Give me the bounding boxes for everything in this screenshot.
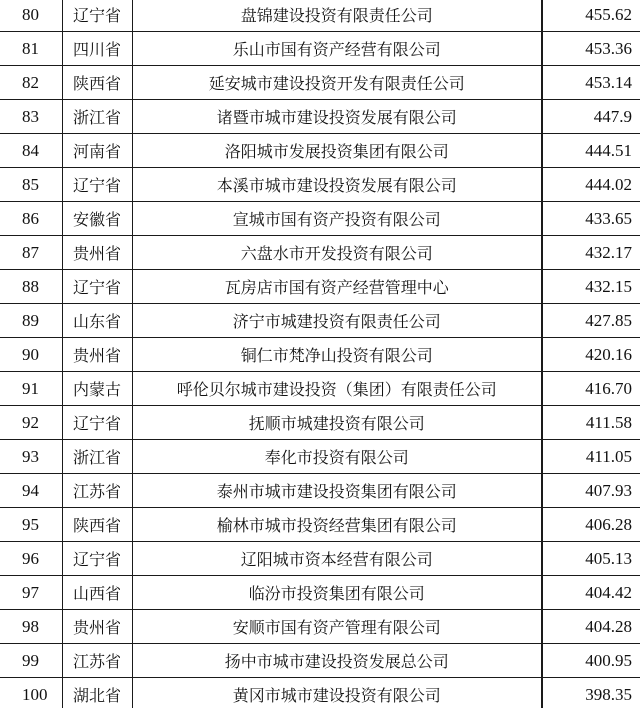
rank-cell: 85	[0, 168, 62, 202]
rank-cell: 92	[0, 406, 62, 440]
table-row	[0, 100, 640, 134]
province-cell: 辽宁省	[62, 406, 132, 440]
company-cell: 本溪市城市建设投资发展有限公司	[132, 168, 542, 202]
company-cell: 济宁市城建投资有限责任公司	[132, 304, 542, 338]
value-cell: 400.95	[542, 644, 640, 678]
province-cell: 内蒙古	[62, 372, 132, 406]
value-cell: 444.02	[542, 168, 640, 202]
rank-cell: 91	[0, 372, 62, 406]
company-cell: 临汾市投资集团有限公司	[132, 576, 542, 610]
table-row	[0, 644, 640, 678]
value-cell: 427.85	[542, 304, 640, 338]
value-cell: 433.65	[542, 202, 640, 236]
company-cell: 诸暨市城市建设投资发展有限公司	[132, 100, 542, 134]
table-row	[0, 576, 640, 610]
company-cell: 奉化市投资有限公司	[132, 440, 542, 474]
company-cell: 宣城市国有资产投资有限公司	[132, 202, 542, 236]
table-row	[0, 32, 640, 66]
table-row	[0, 66, 640, 100]
province-cell: 辽宁省	[62, 270, 132, 304]
rank-cell: 90	[0, 338, 62, 372]
value-cell: 404.42	[542, 576, 640, 610]
value-cell: 407.93	[542, 474, 640, 508]
company-cell: 榆林市城市投资经营集团有限公司	[132, 508, 542, 542]
table-row	[0, 440, 640, 474]
province-cell: 陕西省	[62, 66, 132, 100]
value-cell: 444.51	[542, 134, 640, 168]
province-cell: 安徽省	[62, 202, 132, 236]
province-cell: 辽宁省	[62, 0, 132, 32]
province-cell: 贵州省	[62, 338, 132, 372]
rank-cell: 96	[0, 542, 62, 576]
province-cell: 贵州省	[62, 236, 132, 270]
company-cell: 安顺市国有资产管理有限公司	[132, 610, 542, 644]
rank-cell: 86	[0, 202, 62, 236]
rank-cell: 95	[0, 508, 62, 542]
province-cell: 江苏省	[62, 644, 132, 678]
company-cell: 泰州市城市建设投资集团有限公司	[132, 474, 542, 508]
province-cell: 陕西省	[62, 508, 132, 542]
value-cell: 432.17	[542, 236, 640, 270]
rank-cell: 94	[0, 474, 62, 508]
value-cell: 453.14	[542, 66, 640, 100]
rank-cell: 82	[0, 66, 62, 100]
company-cell: 呼伦贝尔城市建设投资（集团）有限责任公司	[132, 372, 542, 406]
value-cell: 405.13	[542, 542, 640, 576]
value-cell: 398.35	[542, 678, 640, 708]
value-cell: 432.15	[542, 270, 640, 304]
value-cell: 447.9	[542, 100, 640, 134]
province-cell: 四川省	[62, 32, 132, 66]
company-cell: 盘锦建设投资有限责任公司	[132, 0, 542, 32]
rank-cell: 88	[0, 270, 62, 304]
table-row	[0, 270, 640, 304]
province-cell: 贵州省	[62, 610, 132, 644]
value-cell: 411.05	[542, 440, 640, 474]
rank-cell: 98	[0, 610, 62, 644]
rank-cell: 97	[0, 576, 62, 610]
table-row	[0, 474, 640, 508]
province-cell: 河南省	[62, 134, 132, 168]
table-row	[0, 304, 640, 338]
table-row	[0, 202, 640, 236]
value-cell: 453.36	[542, 32, 640, 66]
rank-cell: 99	[0, 644, 62, 678]
table-row	[0, 678, 640, 708]
province-cell: 辽宁省	[62, 542, 132, 576]
rank-cell: 93	[0, 440, 62, 474]
table-row	[0, 236, 640, 270]
company-cell: 六盘水市开发投资有限公司	[132, 236, 542, 270]
value-cell: 455.62	[542, 0, 640, 32]
table-row	[0, 406, 640, 440]
value-cell: 420.16	[542, 338, 640, 372]
table-row	[0, 508, 640, 542]
value-cell: 404.28	[542, 610, 640, 644]
company-cell: 扬中市城市建设投资发展总公司	[132, 644, 542, 678]
rank-cell: 83	[0, 100, 62, 134]
company-cell: 乐山市国有资产经营有限公司	[132, 32, 542, 66]
company-cell: 洛阳城市发展投资集团有限公司	[132, 134, 542, 168]
value-cell: 406.28	[542, 508, 640, 542]
company-cell: 抚顺市城建投资有限公司	[132, 406, 542, 440]
province-cell: 江苏省	[62, 474, 132, 508]
table-row	[0, 134, 640, 168]
province-cell: 山西省	[62, 576, 132, 610]
rank-cell: 89	[0, 304, 62, 338]
company-cell: 黄冈市城市建设投资有限公司	[132, 678, 542, 708]
province-cell: 浙江省	[62, 100, 132, 134]
rank-cell: 80	[0, 0, 62, 32]
province-cell: 辽宁省	[62, 168, 132, 202]
table-row	[0, 610, 640, 644]
rank-cell: 84	[0, 134, 62, 168]
value-cell: 411.58	[542, 406, 640, 440]
province-cell: 山东省	[62, 304, 132, 338]
table-row	[0, 338, 640, 372]
province-cell: 湖北省	[62, 678, 132, 708]
company-cell: 延安城市建设投资开发有限责任公司	[132, 66, 542, 100]
company-cell: 铜仁市梵净山投资有限公司	[132, 338, 542, 372]
rank-cell: 100	[0, 678, 62, 708]
table-row	[0, 168, 640, 202]
company-cell: 辽阳城市资本经营有限公司	[132, 542, 542, 576]
table-row	[0, 542, 640, 576]
province-cell: 浙江省	[62, 440, 132, 474]
value-cell: 416.70	[542, 372, 640, 406]
company-cell: 瓦房店市国有资产经营管理中心	[132, 270, 542, 304]
rank-cell: 87	[0, 236, 62, 270]
table-row	[0, 0, 640, 32]
rank-cell: 81	[0, 32, 62, 66]
table-row	[0, 372, 640, 406]
